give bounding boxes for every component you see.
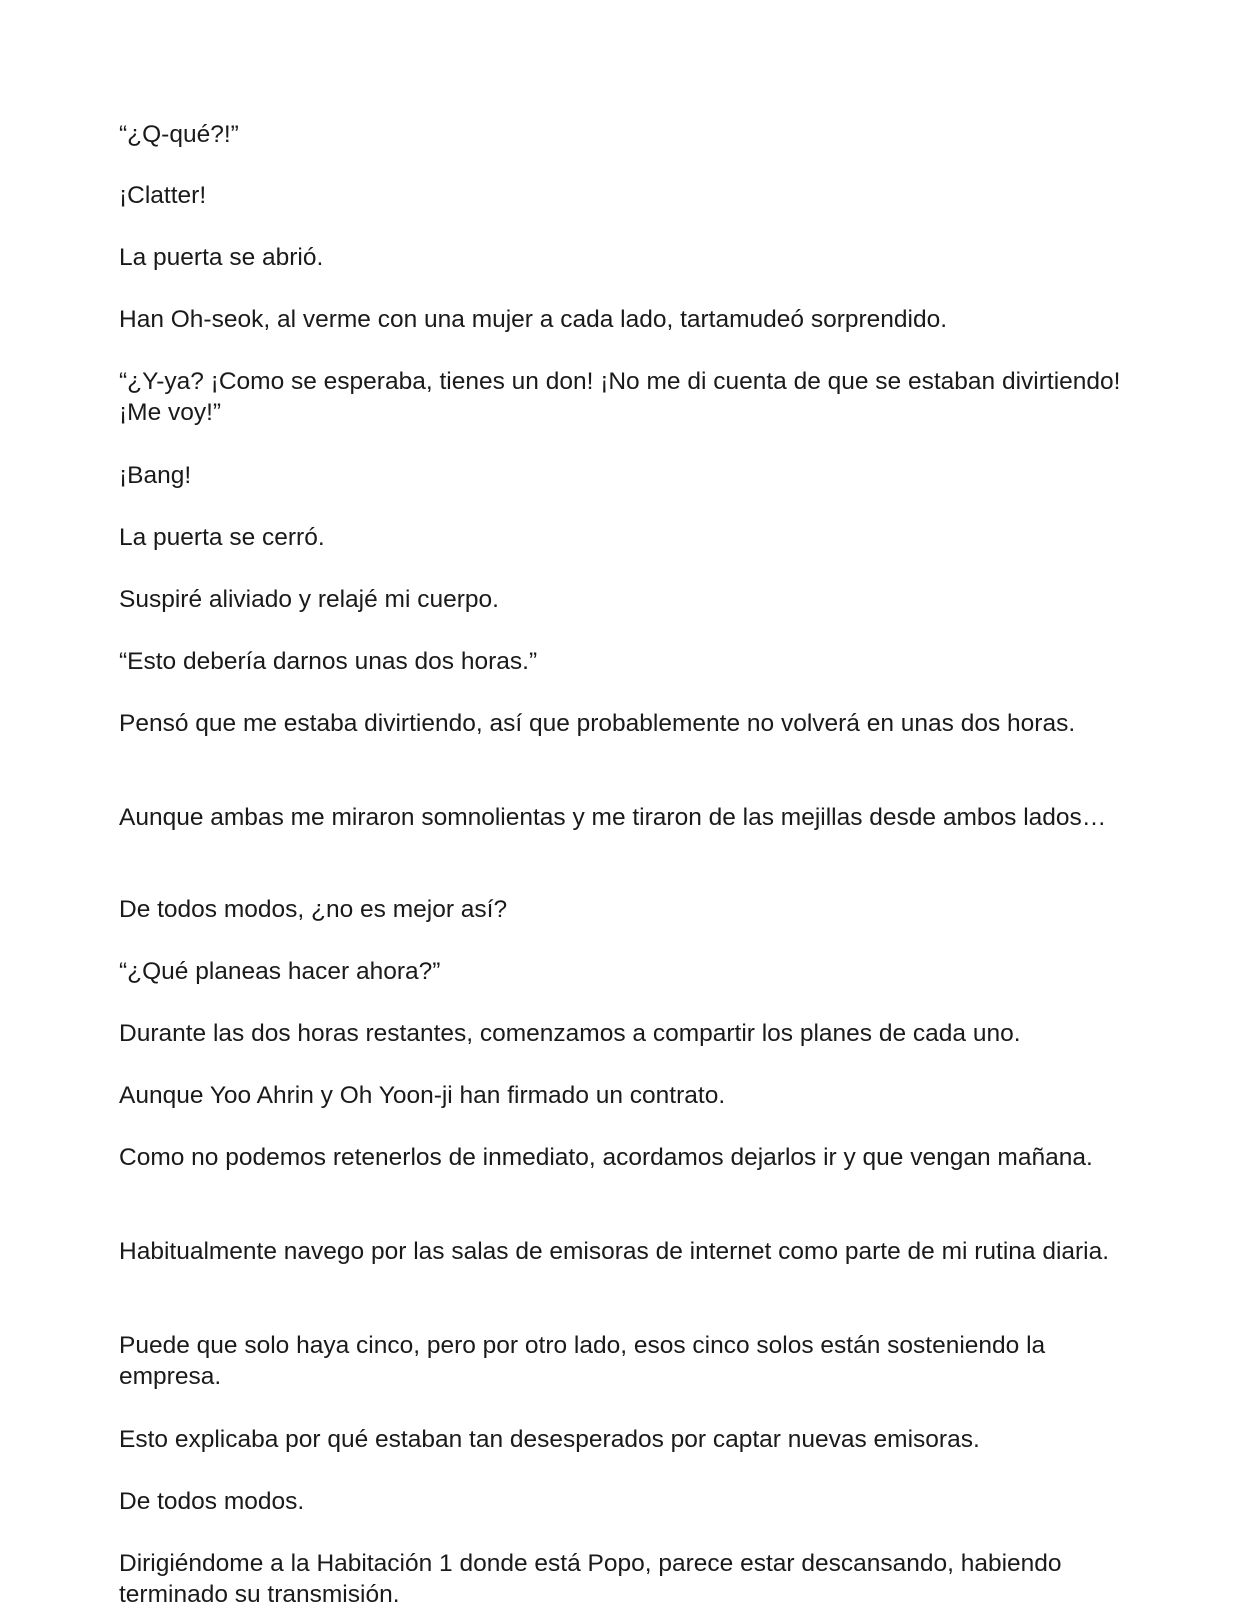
paragraph: Aunque Yoo Ahrin y Oh Yoon-ji han firmado un contrato. [119, 1082, 726, 1109]
paragraph: Puede que solo haya cinco, pero por otro lado, esos cinco solos están sosteniendo la empresa. [119, 1332, 1046, 1390]
paragraph: Como no podemos retenerlos de inmediato, acordamos dejarlos ir y que vengan mañana. [119, 1144, 1093, 1171]
paragraph: Durante las dos horas restantes, comenzamos a compartir los planes de cada uno. [119, 1020, 1021, 1047]
paragraph: La puerta se abrió. [119, 244, 324, 271]
paragraph: Dirigiéndome a la Habitación 1 donde está Popo, parece estar descansando, habiendo terminado su transmisión. [119, 1550, 1062, 1608]
paragraph: “¿Q-qué?!” [119, 121, 239, 148]
paragraph: ¡Clatter! [119, 182, 207, 209]
paragraph: ¡Bang! [119, 462, 192, 489]
paragraph: Aunque ambas me miraron somnolientas y me tiraron de las mejillas desde ambos lados… [119, 804, 1107, 831]
paragraph: Pensó que me estaba divirtiendo, así que probablemente no volverá en unas dos horas. [119, 710, 1076, 737]
paragraph: Esto explicaba por qué estaban tan desesperados por captar nuevas emisoras. [119, 1426, 980, 1453]
paragraph: Han Oh-seok, al verme con una mujer a cada lado, tartamudeó sorprendido. [119, 306, 948, 333]
paragraph: Suspiré aliviado y relajé mi cuerpo. [119, 586, 499, 613]
paragraph: “¿Y-ya? ¡Como se esperaba, tienes un don! ¡No me di cuenta de que se estaban divirtiendo! ¡Me voy!” [119, 368, 1121, 426]
paragraph: La puerta se cerró. [119, 524, 325, 551]
paragraph: Habitualmente navego por las salas de emisoras de internet como parte de mi rutina diaria. [119, 1238, 1110, 1265]
paragraph: “Esto debería darnos unas dos horas.” [119, 648, 538, 675]
paragraph: “¿Qué planeas hacer ahora?” [119, 958, 441, 985]
paragraph: De todos modos, ¿no es mejor así? [119, 896, 508, 923]
paragraph: De todos modos. [119, 1488, 305, 1515]
